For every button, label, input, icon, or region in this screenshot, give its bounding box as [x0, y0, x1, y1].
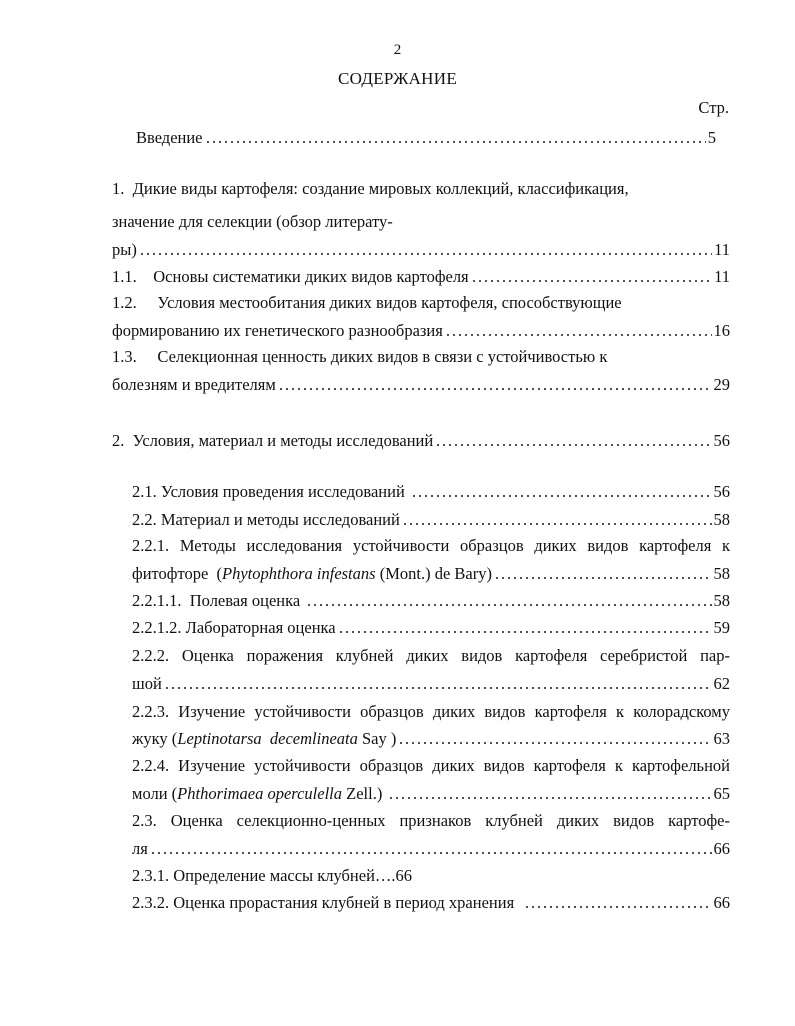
toc-entry	[132, 535, 730, 557]
toc-entry-title	[132, 783, 386, 805]
toc-entry-title	[132, 673, 162, 695]
toc-text: 2.2. Материал и методы исследований	[132, 510, 400, 529]
toc-entry-title	[132, 810, 730, 832]
toc-entry-title	[132, 755, 730, 777]
dot-leader	[435, 443, 711, 447]
toc-page-number: 63	[713, 729, 730, 748]
toc-entry	[132, 701, 730, 723]
dot-leader	[278, 387, 712, 391]
toc-entry-title	[132, 892, 522, 914]
toc-entry	[132, 755, 730, 777]
toc-entry-title	[112, 292, 622, 314]
dot-leader	[388, 796, 711, 800]
toc-text: Zell.)	[342, 784, 387, 803]
toc-entry	[112, 292, 730, 314]
toc-text: 2.2.2. Оценка поражения клубней диких видов картофеля серебристой пар-	[132, 646, 730, 665]
toc-page-number: 5	[707, 128, 716, 147]
toc-text: 1.2. Условия местообитания диких видов картофеля, способствующие	[112, 293, 622, 312]
toc-page-number: 11	[714, 267, 730, 286]
page-title: СОДЕРЖАНИЕ	[337, 69, 458, 88]
toc-text: значение для селекции (обзор литерату-	[112, 212, 393, 231]
toc-page-number: 29	[713, 375, 730, 394]
toc-text: 1.1. Основы систематики диких видов картофеля	[112, 267, 469, 286]
toc-entry	[132, 892, 730, 914]
page-number: 2	[393, 42, 402, 58]
dot-leader	[471, 279, 712, 283]
latin-species-name: Leptinotarsa decemlineata	[177, 729, 358, 748]
toc-entry	[132, 728, 730, 750]
toc-entry-title	[112, 211, 393, 233]
toc-text: 2.2.1.1. Полевая оценка	[132, 591, 305, 610]
toc-entry-title	[132, 563, 492, 585]
toc-entry-title	[112, 178, 629, 200]
toc-text: ля	[132, 839, 148, 858]
toc-entry	[132, 509, 730, 531]
dot-leader	[338, 630, 712, 634]
toc-page-number: 62	[713, 674, 730, 693]
toc-entry-title	[132, 509, 400, 531]
toc-entry-title	[112, 266, 469, 288]
toc-page-number: 16	[713, 321, 730, 340]
toc-text: 1. Дикие виды картофеля: создание мировых коллекций, классификация,	[112, 179, 629, 198]
dot-leader	[524, 905, 711, 909]
toc-entry	[112, 374, 730, 396]
dot-leader	[398, 741, 711, 745]
toc-entry	[112, 239, 730, 261]
toc-entry	[112, 178, 730, 200]
toc-text: 2.2.1. Методы исследования устойчивости образцов диких видов картофеля к	[132, 536, 730, 555]
dot-leader	[139, 252, 712, 256]
toc-entry	[132, 617, 730, 639]
toc-entry-title	[132, 701, 730, 723]
toc-entry-title	[132, 728, 396, 750]
toc-page-number: 66	[713, 839, 730, 858]
toc-entry	[132, 563, 730, 585]
toc-entry	[132, 810, 730, 832]
toc-entry-title	[112, 374, 276, 396]
dot-leader	[411, 494, 712, 498]
toc-entry-title	[132, 838, 148, 860]
toc-entry	[112, 346, 730, 368]
toc-entry-title	[112, 239, 137, 261]
toc-text: шой	[132, 674, 162, 693]
dot-leader	[164, 686, 712, 690]
toc-page-number: 58	[713, 564, 730, 583]
page-column-label: Стр.	[698, 98, 729, 117]
toc-text: ры)	[112, 240, 137, 259]
toc-entry-title	[132, 535, 730, 557]
toc-page-number: 56	[713, 431, 730, 450]
toc-text: 1.3. Селекционная ценность диких видов в связи с устойчивостью к	[112, 347, 608, 366]
toc-page-number: 66	[713, 893, 730, 912]
toc-text: 2.3. Оценка селекционно-ценных признаков клубней диких видов картофе-	[132, 811, 730, 830]
latin-species-name: Phytophthora infestans	[222, 564, 376, 583]
toc-text: моли (	[132, 784, 178, 803]
toc-entry	[132, 673, 730, 695]
toc-entry-title	[136, 127, 203, 149]
toc-page-number: 65	[713, 784, 730, 803]
toc-page-number: 58	[713, 591, 730, 610]
toc-entry	[112, 430, 730, 452]
toc-text: 2.3.1. Определение массы клубней….66	[132, 866, 413, 885]
toc-entry-title	[132, 481, 409, 503]
toc-text: 2.2.4. Изучение устойчивости образцов диких видов картофеля к картофельной	[132, 756, 730, 775]
toc-text: 2.1. Условия проведения исследований	[132, 482, 409, 501]
toc-text: 2.3.2. Оценка прорастания клубней в период хранения	[132, 893, 523, 912]
toc-entry	[112, 320, 730, 342]
toc-entry	[132, 481, 730, 503]
toc-entry	[136, 127, 716, 149]
toc-entry	[132, 645, 730, 667]
dot-leader	[205, 140, 706, 144]
toc-page-number: 56	[713, 482, 730, 501]
latin-species-name: Phthorimaea operculella	[177, 784, 342, 803]
toc-text: (Mont.) de Bary)	[375, 564, 492, 583]
toc-entry	[112, 266, 730, 288]
toc-text: Say )	[357, 729, 397, 748]
toc-entry	[132, 838, 730, 860]
dot-leader	[402, 522, 712, 526]
toc-page-number: 58	[713, 510, 730, 529]
dot-leader	[150, 851, 712, 855]
toc-text: жуку (	[132, 729, 178, 748]
toc-page-number: 11	[714, 240, 730, 259]
toc-entry-title	[112, 320, 443, 342]
toc-entry	[132, 865, 730, 887]
toc-text: фитофторе (	[132, 564, 223, 583]
toc-entry-title	[132, 865, 412, 887]
toc-text: 2.2.1.2. Лабораторная оценка	[132, 618, 336, 637]
toc-entry-title	[112, 430, 433, 452]
dot-leader	[494, 576, 712, 580]
toc-entry-title	[112, 346, 607, 368]
dot-leader	[306, 603, 711, 607]
dot-leader	[445, 333, 712, 337]
toc-entry-title	[132, 590, 304, 612]
toc-text: болезням и вредителям	[112, 375, 276, 394]
toc-entry	[132, 590, 730, 612]
toc-text: 2. Условия, материал и методы исследований	[112, 431, 434, 450]
toc-entry	[112, 211, 730, 233]
toc-text: Введение	[136, 128, 203, 147]
toc-text: 2.2.3. Изучение устойчивости образцов диких видов картофеля к колорадскому	[132, 702, 730, 721]
toc-text: формированию их генетического разнообразия	[112, 321, 443, 340]
toc-entry	[132, 783, 730, 805]
toc-entry-title	[132, 617, 336, 639]
toc-entry-title	[132, 645, 730, 667]
toc-page-number: 59	[713, 618, 730, 637]
